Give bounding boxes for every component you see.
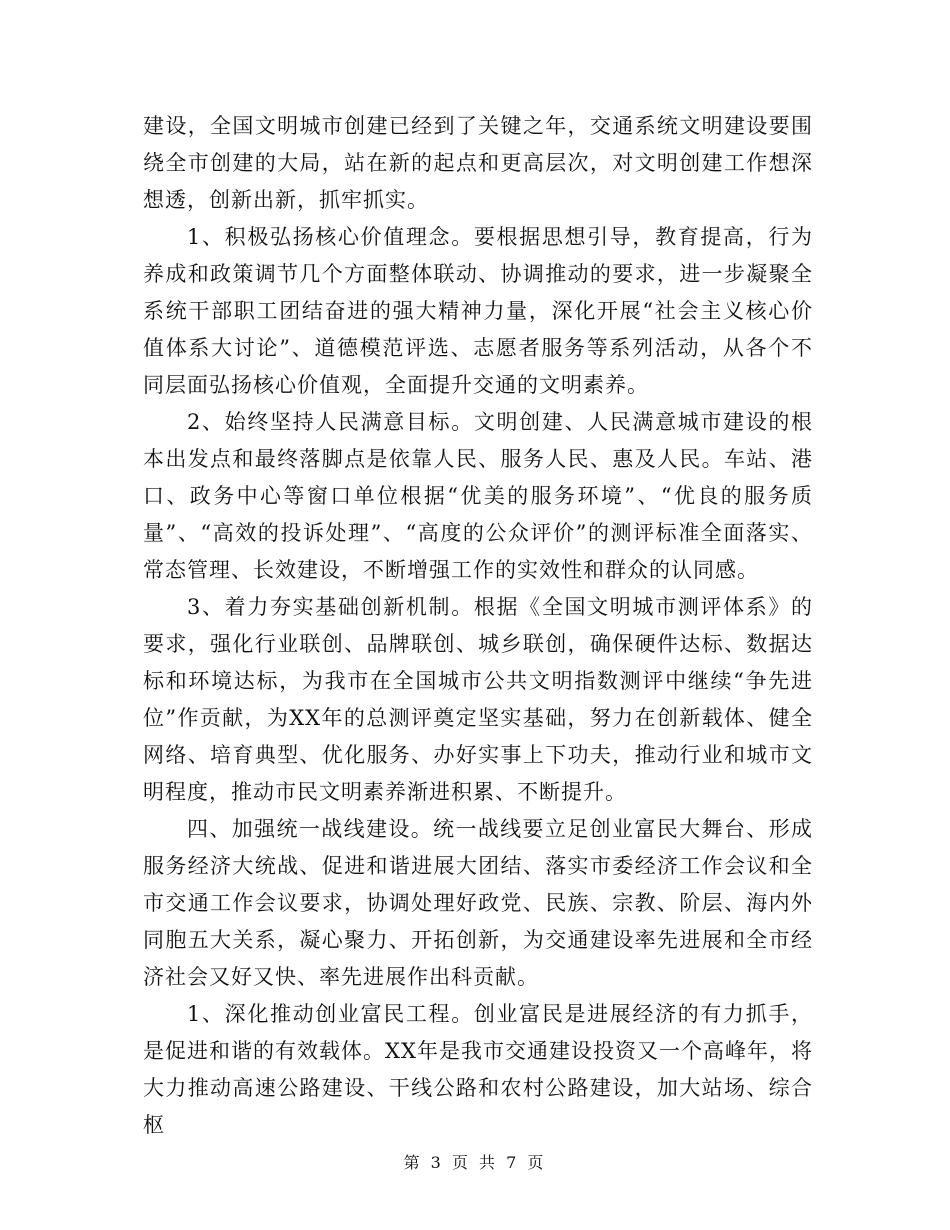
paragraph: 3、着力夯实基础创新机制。根据《全国文明城市测评体系》的要求，强化行业联创、品牌联创、城乡联创，确保硬件达标、数据达标和环境达标，为我市在全国城市公共文明指数测评中继续“争先进位”作贡献，为XX年的总测评奠定坚实基础，努力在创新载体、健全网络、培育典型、优化服务、办好实事上下功夫，推动行业和城市文明程度，推动市民文明素养渐进积累、不断提升。 (143, 595, 813, 804)
document-body (143, 108, 813, 1144)
paragraph: 1、深化推动创业富民工程。创业富民是进展经济的有力抓手，是促进和谐的有效载体。XX年是我市交通建设投资又一个高峰年，将大力推动高速公路建设、干线公路和农村公路建设，加大站场、综合枢 (143, 1002, 813, 1137)
paragraph: 1、积极弘扬核心价值理念。要根据思想引导，教育提高，行为养成和政策调节几个方面整体联动、协调推动的要求，进一步凝聚全系统干部职工团结奋进的强大精神力量，深化开展“社会主义核心价值体系大讨论”、道德模范评选、志愿者服务等系列活动，从各个不同层面弘扬核心价值观，全面提升交通的文明素养。 (143, 225, 813, 397)
paragraph: 2、始终坚持人民满意目标。文明创建、人民满意城市建设的根本出发点和最终落脚点是依靠人民、服务人民、惠及人民。车站、港口、政务中心等窗口单位根据“优美的服务环境”、“优良的服务质量”、“高效的投诉处理”、“高度的公众评价”的测评标准全面落实、常态管理、长效建设，不断增强工作的实效性和群众的认同感。 (143, 410, 813, 582)
paragraph: 建设，全国文明城市创建已经到了关键之年，交通系统文明建设要围绕全市创建的大局，站在新的起点和更高层次，对文明创建工作想深想透，创新出新，抓牢抓实。 (143, 114, 813, 212)
page-number-footer: 第 3 页 共 7 页 (403, 1153, 547, 1172)
paragraph: 四、加强统一战线建设。统一战线要立足创业富民大舞台、形成服务经济大统战、促进和谐进展大团结、落实市委经济工作会议和全市交通工作会议要求，协调处理好政党、民族、宗教、阶层、海内外同胞五大关系，凝心聚力、开拓创新，为交通建设率先进展和全市经济社会又好又快、率先进展作出科贡献。 (143, 817, 813, 989)
